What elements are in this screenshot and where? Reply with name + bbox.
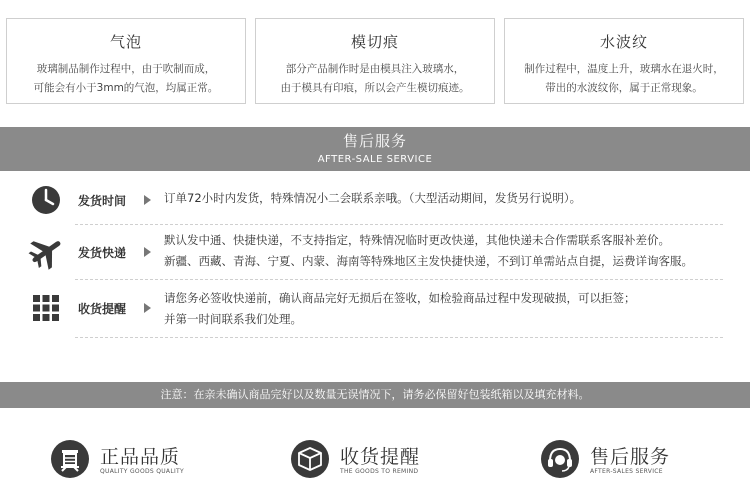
row-label: 发货快递: [78, 246, 127, 260]
row-text-line: 订单72小时内发货，特殊情况小二会联系亲哦。（大型活动期间，发货另行说明）。: [164, 191, 582, 205]
badge-title: 售后服务: [590, 446, 671, 468]
card-title: 气泡: [109, 33, 142, 51]
card-line: 部分产品制作时是由模具注入玻璃水，: [285, 63, 465, 75]
divider: [75, 279, 723, 280]
row-label: 收货提醒: [78, 302, 127, 316]
headset-icon: [540, 439, 580, 479]
card-line: 可能会有小于3mm的气泡，均属正常。: [33, 82, 219, 94]
card-line: 带出的水波纹你，属于正常现象。: [545, 82, 703, 94]
card-line: 制作过程中，温度上升，玻璃水在退火时，: [524, 63, 724, 75]
notice-bar: 注意：在亲未确认商品完好以及数量无误情况下，请务必保留好包装纸箱以及填充材料。: [0, 382, 750, 408]
badge-after-sales: [540, 434, 700, 484]
divider: [75, 224, 723, 225]
row-text-line: 并第一时间联系我们处理。: [164, 312, 302, 326]
courier-row: [26, 230, 726, 274]
banner-subtitle: AFTER-SALE SERVICE: [317, 154, 433, 165]
row-text-line: 新疆、西藏、青海、宁夏、内蒙、海南等特殊地区主发快捷快递，不到订单需站点自提，运费详询客服。: [164, 254, 693, 268]
divider: [75, 337, 723, 338]
badge-title: 收货提醒: [340, 446, 421, 468]
arrow-right-icon: [144, 303, 151, 313]
banner-title: 售后服务: [342, 132, 407, 150]
card-water-ripples: [504, 18, 744, 104]
box-icon: [290, 439, 330, 479]
badge-subtitle: THE GOODS TO REMIND: [340, 468, 419, 475]
row-text-line: 默认发中通、快捷快递，不支持指定，特殊情况临时更改快递，其他快递未合作需联系客服补差价。: [164, 233, 670, 247]
airplane-icon: [26, 232, 66, 272]
card-title: 水波纹: [599, 33, 648, 51]
row-text: [164, 230, 693, 272]
badge-subtitle: AFTER-SALES SERVICE: [590, 468, 663, 475]
card-line: 玻璃制品制作过程中，由于吹制而成，: [36, 63, 216, 75]
shipping-time-row: [26, 180, 726, 220]
card-bubbles: [6, 18, 246, 104]
badge-title: 正品品质: [100, 446, 181, 468]
card-title: 模切痕: [350, 33, 399, 51]
card-line: 由于模具有印痕，所以会产生模切痕迹。: [280, 82, 470, 94]
badge-genuine: [50, 434, 210, 484]
genuine-icon: [50, 439, 90, 479]
badge-subtitle: QUALITY GOODS QUALITY: [100, 468, 184, 475]
badge-receipt-reminder: [290, 434, 450, 484]
arrow-right-icon: [144, 247, 151, 257]
row-text: [164, 188, 581, 209]
row-label: 发货时间: [78, 194, 127, 208]
after-sale-banner: [0, 127, 750, 171]
info-cards: [6, 18, 744, 106]
guarantee-badges: [0, 434, 750, 484]
clock-icon: [26, 180, 66, 220]
row-text: [164, 288, 636, 330]
arrow-right-icon: [144, 195, 151, 205]
receiving-row: [26, 288, 726, 332]
card-mold-marks: [255, 18, 495, 104]
row-text-line: 请您务必签收快递前，确认商品完好无损后在签收，如检验商品过程中发现破损，可以拒签；: [164, 291, 636, 305]
grid-icon: [26, 288, 66, 328]
